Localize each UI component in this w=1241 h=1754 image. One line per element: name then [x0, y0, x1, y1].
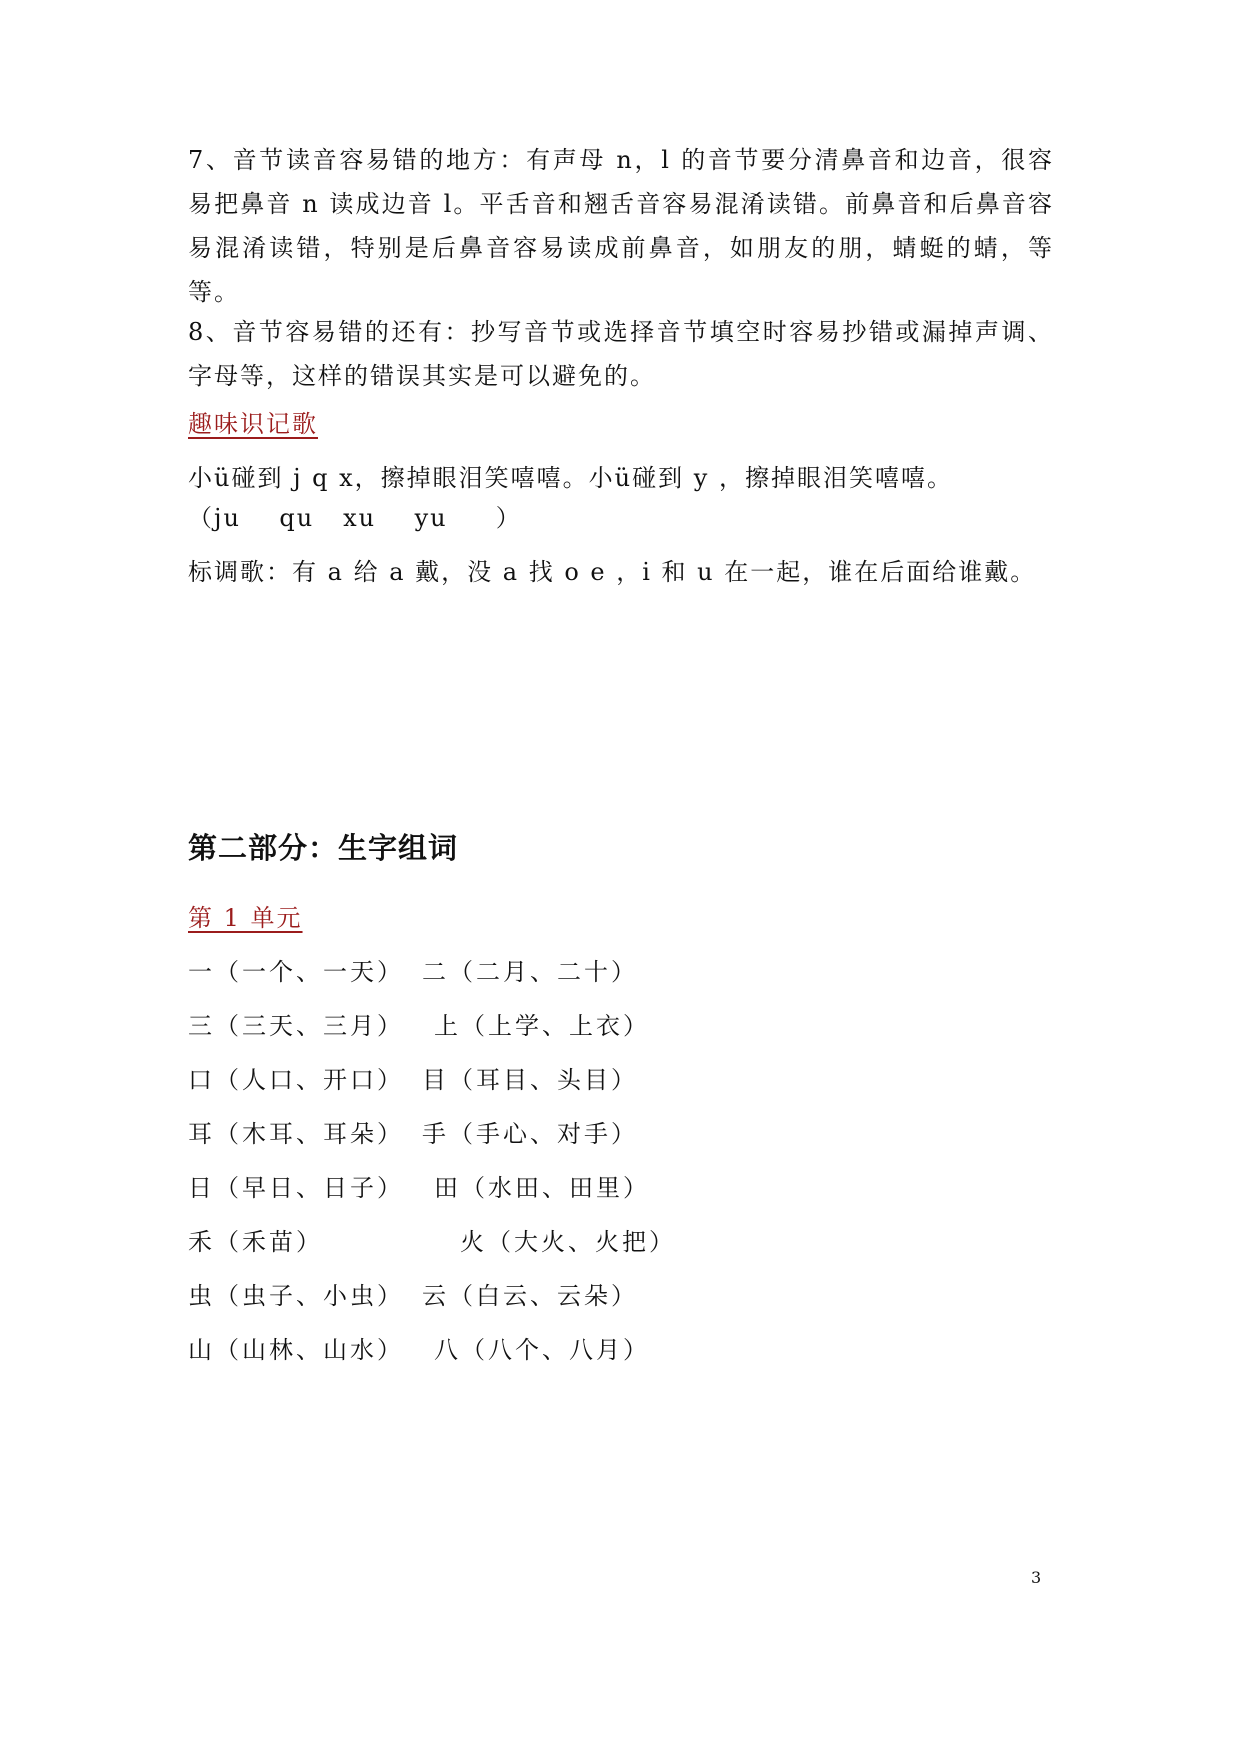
- word-entry: 虫（虫子、小虫）: [188, 1282, 404, 1310]
- word-entry: 上（上学、上衣）: [434, 1012, 650, 1040]
- word-entry: 三（三天、三月）: [188, 1012, 404, 1040]
- item-7-paragraph: 7、音节读音容易错的地方：有声母 n，l 的音节要分清鼻音和边音，很容易把鼻音 n 读成边音 l。平舌音和翘舌音容易混淆读错。前鼻音和后鼻音容易混淆读错，特别是后鼻音容易读成前鼻音，如朋友的朋，蜻蜓的蜻，等等。: [188, 146, 1054, 306]
- word-entry: 山（山林、山水）: [188, 1336, 404, 1364]
- rhyme-heading: 趣味识记歌: [188, 410, 318, 438]
- rhyme-line-1: 小ü碰到 j q x，擦掉眼泪笑嘻嘻。小ü碰到 y ，擦掉眼泪笑嘻嘻。: [188, 464, 953, 492]
- word-entry: 火（大火、火把）: [460, 1228, 676, 1256]
- tone-song: 标调歌：有 a 给 a 戴，没 a 找 o e ，i 和 u 在一起，谁在后面给谁戴。: [188, 558, 1037, 586]
- word-entry: 禾（禾苗）: [188, 1228, 323, 1256]
- word-entry: 手（手心、对手）: [422, 1120, 638, 1148]
- rhyme-line-2: （ju qu xu yu ）: [188, 504, 522, 532]
- section-title: 第二部分：生字组词: [188, 831, 459, 865]
- word-entry: 口（人口、开口）: [188, 1066, 404, 1094]
- word-entry: 目（耳目、头目）: [422, 1066, 638, 1094]
- page-number: 3: [1031, 1568, 1042, 1587]
- word-entry: 云（白云、云朵）: [422, 1282, 638, 1310]
- word-entry: 日（早日、日子）: [188, 1174, 404, 1202]
- document-page: [188, 0, 1054, 1754]
- unit-heading: 第 1 单元: [188, 904, 303, 932]
- item-8-paragraph: 8、音节容易错的还有：抄写音节或选择音节填空时容易抄错或漏掉声调、字母等，这样的错误其实是可以避免的。: [188, 318, 1054, 390]
- word-entry: 一（一个、一天）: [188, 958, 404, 986]
- word-entry: 八（八个、八月）: [434, 1336, 650, 1364]
- word-entry: 田（水田、田里）: [434, 1174, 650, 1202]
- word-entry: 耳（木耳、耳朵）: [188, 1120, 404, 1148]
- word-entry: 二（二月、二十）: [422, 958, 638, 986]
